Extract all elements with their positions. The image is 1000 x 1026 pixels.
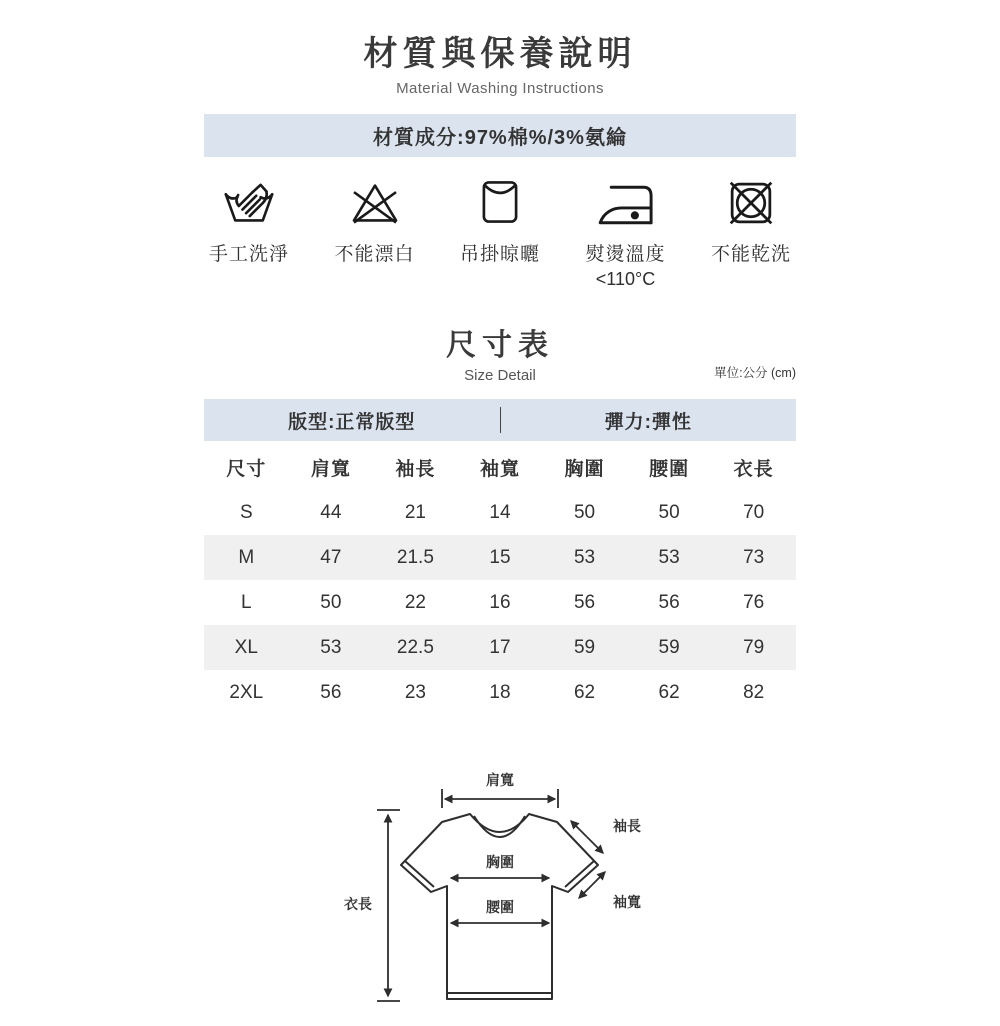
sleeve-width-label: 袖寬 <box>613 894 641 910</box>
value-cell: 82 <box>743 681 765 703</box>
value-cell: 62 <box>573 681 596 703</box>
size-cell: S <box>239 501 253 523</box>
value-cell: 53 <box>573 546 596 568</box>
stretch-label: 彈力:彈性 <box>604 411 692 433</box>
value-cell: 59 <box>658 636 680 658</box>
column-header: 腰圍 <box>649 458 690 480</box>
value-cell: 70 <box>743 501 765 523</box>
size-chart-header <box>204 320 796 384</box>
table-row <box>204 580 796 625</box>
sleeve-length-label: 袖長 <box>613 818 641 834</box>
value-cell: 53 <box>320 636 342 658</box>
no-dry-clean-icon <box>722 170 780 232</box>
value-cell: 53 <box>658 546 680 568</box>
shoulder-width-arrow <box>442 789 558 808</box>
value-cell: 56 <box>573 591 596 613</box>
column-header: 袖寬 <box>479 458 520 480</box>
column-header: 衣長 <box>733 458 774 480</box>
care-item-label: 不能乾洗 <box>710 244 791 265</box>
care-item-label: 不能漂白 <box>334 244 415 265</box>
size-chart-subtitle: Size Detail <box>464 367 536 384</box>
value-cell: 23 <box>404 681 426 703</box>
tshirt-measurement-drawing <box>330 759 670 1019</box>
care-instructions <box>205 170 795 290</box>
product-care-page <box>0 26 1000 1026</box>
column-header: 肩寬 <box>310 458 351 480</box>
value-cell: 22.5 <box>396 636 434 658</box>
material-composition-text: 材質成分:97%棉%/3%氨綸 <box>373 127 627 149</box>
fit-band <box>204 399 796 441</box>
value-cell: 18 <box>489 681 511 703</box>
iron-temperature-label: <110°C <box>595 269 656 289</box>
care-item-hang-dry <box>456 170 544 290</box>
value-cell: 56 <box>658 591 680 613</box>
value-cell: 50 <box>658 501 680 523</box>
column-header: 尺寸 <box>226 458 267 480</box>
size-cell: L <box>240 591 252 613</box>
size-table-header-row <box>204 444 796 490</box>
fit-type-label: 版型:正常版型 <box>288 411 416 433</box>
waist-label: 腰圍 <box>486 899 514 915</box>
value-cell: 16 <box>489 591 511 613</box>
no-bleach-icon <box>345 170 405 232</box>
value-cell: 62 <box>658 681 680 703</box>
value-cell: 73 <box>743 546 765 568</box>
value-cell: 22 <box>404 591 426 613</box>
value-cell: 21.5 <box>396 546 434 568</box>
hand-wash-icon <box>219 170 279 232</box>
iron-max-110-icon <box>595 170 657 232</box>
care-item-iron <box>582 170 670 290</box>
table-row <box>204 625 796 670</box>
value-cell: 44 <box>320 501 342 523</box>
care-item-label: 熨燙溫度 <box>585 244 666 265</box>
value-cell: 47 <box>320 546 342 568</box>
shoulder-width-label: 肩寬 <box>486 772 514 788</box>
value-cell: 17 <box>489 636 511 658</box>
value-cell: 56 <box>320 681 342 703</box>
value-cell: 79 <box>743 636 765 658</box>
table-row <box>204 535 796 580</box>
size-cell: M <box>238 546 255 568</box>
size-diagram <box>0 759 1000 1019</box>
column-header: 胸圍 <box>564 458 605 480</box>
care-item-no-dry-clean <box>707 170 795 290</box>
size-cell: 2XL <box>229 681 264 703</box>
size-chart-title: 尺寸表 <box>446 329 554 362</box>
care-item-no-bleach <box>331 170 419 290</box>
body-length-arrow <box>377 810 400 1001</box>
care-item-hand-wash <box>205 170 293 290</box>
table-row <box>204 670 796 715</box>
value-cell: 76 <box>743 591 765 613</box>
value-cell: 50 <box>573 501 596 523</box>
chest-label: 胸圍 <box>486 854 514 870</box>
table-row <box>204 490 796 535</box>
value-cell: 14 <box>489 501 511 523</box>
care-item-label: 手工洗淨 <box>208 244 289 265</box>
unit-label: 單位:公分 (cm) <box>714 366 796 380</box>
value-cell: 15 <box>489 546 511 568</box>
size-table <box>204 444 796 715</box>
value-cell: 50 <box>320 591 342 613</box>
hang-dry-icon <box>472 170 528 232</box>
column-header: 袖長 <box>395 458 436 480</box>
care-item-label: 吊掛晾曬 <box>459 244 540 265</box>
size-cell: XL <box>234 636 258 658</box>
value-cell: 59 <box>573 636 596 658</box>
page-title: 材質與保養說明 <box>363 35 637 73</box>
material-composition-banner <box>204 114 796 157</box>
value-cell: 21 <box>404 501 426 523</box>
body-length-label: 衣長 <box>344 896 372 912</box>
page-subtitle: Material Washing Instructions <box>396 80 604 97</box>
